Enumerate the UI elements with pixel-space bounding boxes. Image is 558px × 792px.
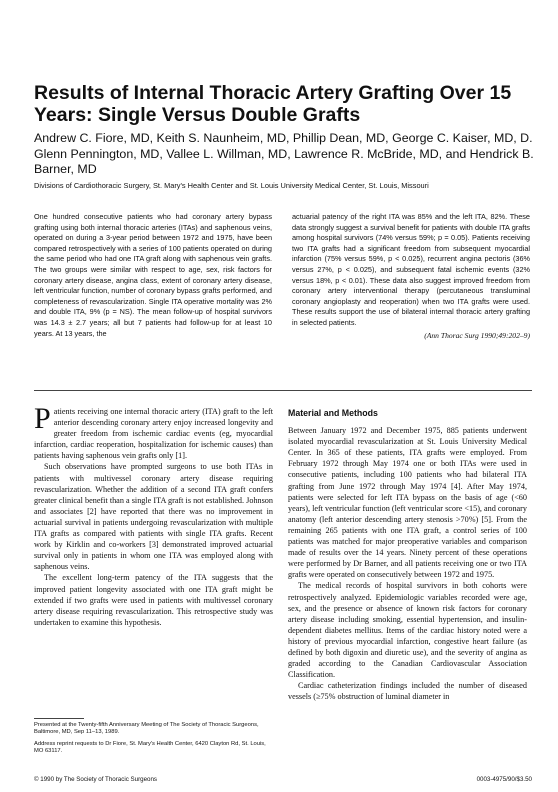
abstract-right-text: actuarial patency of the right ITA was 85% and the left ITA, 82%. These data strongly suggest a survival benefit for patients with double ITA grafts among hospital survivors (74% versus 59%; p = 0.05). Patients receiving two ITA grafts had a significant freedom from subsequent myocardial infarction (75% versus 59%, p < 0.025), recurrent angina pectoris (36% versus 27%, p < 0.025), and subsequent fatal ischemic events (32% versus 18%, p < 0.01). These data also suggest improved freedom from coronary artery interventional therapy (percutaneous transluminal coronary angioplasty and reoperation) when two ITA grafts were used. These results support the use of bilateral internal thoracic artery grafting in selected patients. xyxy=(292,212,530,327)
affiliation: Divisions of Cardiothoracic Surgery, St. Mary's Health Center and St. Louis University Medical Center, St. Louis, Missouri xyxy=(34,181,429,190)
methods-paragraph-2: The medical records of hospital survivors in both cohorts were retrospectively analyzed. Epidemiologic variables recorded were age, sex, and the presence or absence of known risk factors for coronary artery disease including smoking, essential hypertension, and insulin-dependent diabetes mellitus. Items of the cardiac history noted were a history of previous myocardial infarction, congestive heart failure (as defined by both digoxin and diuretic use), and the severity of angina as graded according to the Canadian Cardiovascular Association Classification. xyxy=(288,581,527,680)
methods-paragraph-3: Cardiac catheterization findings included the number of diseased vessels (≥75% obstruction of luminal diameter in xyxy=(288,681,527,702)
abstract-divider xyxy=(34,390,532,391)
copyright-footer: © 1990 by The Society of Thoracic Surgeons xyxy=(34,776,157,783)
footnote-divider xyxy=(34,718,84,719)
intro-paragraph-1-text: atients receiving one internal thoracic artery (ITA) graft to the left anterior descending coronary artery enjoy increased longevity and greater freedom from ischemic cardiac events (eg, myocardial infarction, cardiac reoperation, hospitalization for ischemic causes) than patients having saphenous vein grafts only [1]. xyxy=(34,407,273,461)
abstract xyxy=(34,212,532,404)
abstract-right-column xyxy=(292,212,530,341)
abstract-left-column: One hundred consecutive patients who had coronary artery bypass grafting using both internal thoracic arteries (ITAs) and saphenous veins, operated on during a 3-year period between 1972 and 1975, have been compared retrospectively with a series of 100 patients operated on during the same period who had one ITA graft along with saphenous vein grafts. The two groups were similar with respect to age, sex, risk factors for coronary artery disease, angina class, extent of coronary artery disease, left ventricular function, number of coronary bypass grafts performed, and completeness of revascularization. Single ITA operative mortality was 2% and double ITA, 9% (p = NS). The mean follow-up of hospital survivors was 14.3 ± 2.7 years; all but 7 patients had follow-up for at least 10 years. At 13 years, the xyxy=(34,212,272,338)
footnote-address: Address reprint requests to Dr Fiore, St. Mary's Health Center, 6420 Clayton Rd, St. Louis, MO 63117. xyxy=(34,740,266,755)
body-left-column xyxy=(34,402,273,628)
body-right-column xyxy=(288,408,527,702)
article-title: Results of Internal Thoracic Artery Grafting Over 15 Years: Single Versus Double Grafts xyxy=(34,82,512,126)
intro-paragraph-2: Such observations have prompted surgeons to use both ITAs in patients with multivessel coronary artery disease requiring revascularization. Whether the addition of a second ITA graft confers greater clinical benefit than a single ITA graft is not established. Johnson and associates [2] have reported that there was no improvement in actuarial survival in patients undergoing revascularization with multiple ITA grafts as compared with patients with single ITA grafts. Recent work by Kirklin and co-workers [3] demonstrated improved actuarial survival only in patients in whom one ITA was employed along with saphenous veins. xyxy=(34,462,273,572)
author-list: Andrew C. Fiore, MD, Keith S. Naunheim, MD, Phillip Dean, MD, George C. Kaiser, MD, D. Glenn Pennington, MD, Vallee L. Willman, MD, Lawrence R. McBride, MD, and Hendrick B. Barner, MD xyxy=(34,131,534,176)
issn-footer: 0003-4975/90/$3.50 xyxy=(476,776,532,783)
footnote-presented: Presented at the Twenty-fifth Anniversary Meeting of The Society of Thoracic Surgeons, Baltimore, MD, Sep 11–13, 1989. xyxy=(34,722,259,736)
intro-paragraph-3: The excellent long-term patency of the ITA suggests that the improved patient longevity associated with one ITA graft might be extended if two grafts were used in patients with multivessel coronary artery disease requiring revascularization. This retrospective study was undertaken to examine this hypothesis. xyxy=(34,573,273,627)
footnotes xyxy=(34,722,273,760)
methods-paragraph-1: Between January 1972 and December 1975, 885 patients underwent isolated myocardial revascularization at St. Louis University Medical Center. In 365 of these patients, ITA grafts were employed. From February 1972 through May 1974 one or both ITAs were used in consecutive patients, including 100 patients who had bilateral ITA grafting from June 1972 through May 1974 [4]. After May 1974, patients were selected for left ITA bypass on the basis of age (<60 years), left ventricular function (left ventricular score <15), and coronary anatomy (left anterior descending artery stenosis >70%) [5]. From the remaining 265 patients with one ITA graft, a control series of 100 patients was matched for major preoperative variables and comparison made of results over the 14 years. Ninety percent of these operations were performed by Dr Barner, and all patients receiving one or two ITA grafts were operated on consecutively between 1972 and 1975. xyxy=(288,426,527,580)
drop-cap: P xyxy=(34,402,51,435)
section-heading: Material and Methods xyxy=(288,408,378,418)
citation: (Ann Thorac Surg 1990;49:202–9) xyxy=(424,330,530,340)
intro-paragraph-1 xyxy=(34,402,273,461)
